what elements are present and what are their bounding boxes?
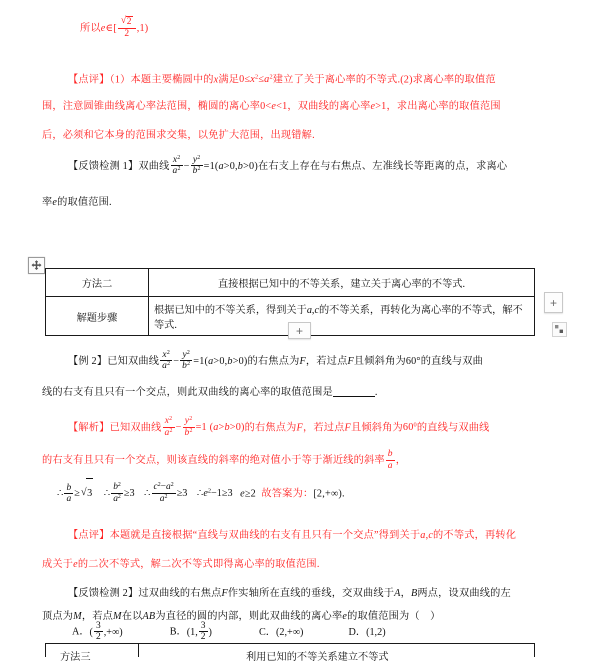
choice-D-value: (1,2) bbox=[366, 626, 386, 638]
feedback-1-line2-b: 的取值范围. bbox=[57, 197, 112, 208]
analysis-angle: $60^0$ bbox=[402, 422, 417, 434]
derivation-line bbox=[55, 477, 345, 508]
example-2-text-a: 已知双曲线 bbox=[107, 356, 160, 367]
comment-2-line-2 bbox=[42, 550, 320, 579]
derivation-step-3: ∴ $\frac{c^2-a^2}{a^2}$ ≥3 bbox=[144, 482, 188, 505]
comment-1-inequality: $0\le x^2\le a^2$ bbox=[239, 74, 273, 86]
conclusion-fraction: √ $\frac{2}{2}$ bbox=[118, 16, 136, 38]
comment-2-text-a: 本题就是直接根据 bbox=[109, 530, 193, 541]
move-icon bbox=[31, 260, 42, 271]
feedback-1-line2-a: 率 bbox=[42, 197, 53, 208]
analysis-line-1 bbox=[68, 411, 490, 442]
feedback-1-line-2 bbox=[42, 188, 112, 217]
comment-2-line2-b: 的二次不等式，解二次不等式即得离心率的取值范围. bbox=[77, 559, 320, 570]
feedback-2-line2-e: 的取值范围为（ ） bbox=[347, 611, 441, 622]
feedback-2-line2-c: 在以 bbox=[121, 611, 143, 622]
comment-2-line-1 bbox=[68, 521, 516, 550]
comment-1-e-range-2: e>1 bbox=[370, 101, 387, 112]
answer-period: . bbox=[341, 488, 345, 500]
comment-1-tag: 【点评】 bbox=[68, 74, 110, 86]
analysis-line2-a: 的右支有且只有一个交点，则该直线的斜率的绝对值小于等于渐近线的斜率 bbox=[42, 455, 385, 466]
analysis-line2-b: ， bbox=[395, 455, 407, 466]
comment-1-text-a: （1）本题主要椭圆中的 bbox=[109, 74, 214, 86]
conclusion-end: 1) bbox=[139, 23, 149, 34]
choice-B-label: B． bbox=[169, 626, 187, 638]
example-2-text-c: ，若过点 bbox=[305, 356, 348, 367]
feedback-2-tag: 【反馈检测 2】 bbox=[68, 588, 139, 599]
table-resize-handle[interactable] bbox=[552, 322, 567, 337]
table-cell-label-steps: 解题步骤 bbox=[46, 297, 149, 336]
answer-value: [2,+∞) bbox=[313, 488, 342, 500]
choice-C[interactable] bbox=[259, 623, 303, 638]
feedback-1-text-a: 双曲线 bbox=[138, 161, 170, 172]
comment-2-ac: a,c bbox=[420, 530, 434, 541]
comment-1-text-c: 建立了关于离心率的不等式. bbox=[272, 74, 401, 86]
comment-1-x: x bbox=[213, 74, 219, 86]
feedback-2-line2-b: ，若点 bbox=[81, 611, 114, 622]
comment-2-text-b: 得到关于 bbox=[378, 530, 421, 541]
analysis-text-e: 的直线与双曲线 bbox=[416, 422, 490, 434]
choice-C-label: C． bbox=[259, 626, 276, 638]
analysis-tag: 【解析】 bbox=[68, 422, 110, 434]
answer-blank bbox=[333, 396, 375, 397]
comment-1-line-2 bbox=[42, 92, 501, 121]
resize-icon bbox=[555, 325, 564, 334]
comment-2-tag: 【点评】 bbox=[68, 530, 110, 541]
choice-list bbox=[72, 621, 386, 642]
comment-1-line2-b: ，双曲线的离心率 bbox=[287, 101, 371, 112]
conclusion-var: e bbox=[100, 23, 106, 34]
feedback-2-text-c: 两点，设双曲线的左 bbox=[417, 588, 511, 599]
example-2-tag: 【例 2】 bbox=[68, 356, 108, 367]
feedback-1-formula: $\frac{x^2}{a^2}$ − $\frac{y^2}{b^2}$ =1(a>0,b>0) bbox=[172, 154, 258, 177]
conclusion-line bbox=[80, 14, 148, 43]
analysis-text-b: 的右焦点为 bbox=[244, 422, 297, 434]
add-column-button[interactable]: + bbox=[544, 292, 563, 313]
example-2-F2: F bbox=[347, 356, 354, 367]
comment-1-line2-c: ，求出离心率的取值范围 bbox=[386, 101, 501, 112]
table-cell-body-method: 直接根据已知中的不等关系，建立关于离心率的不等式. bbox=[149, 269, 535, 297]
table-cell-body-steps: 根据已知中的不等关系，得到关于a,c的不等关系，再转化为离心率的不等式，解不等式. bbox=[149, 297, 535, 336]
feedback-2-AB: AB bbox=[142, 611, 156, 622]
bottom-table-label: 方法三 bbox=[60, 652, 91, 663]
analysis-text-a: 已知双曲线 bbox=[109, 422, 162, 434]
example-2-line-1 bbox=[68, 347, 483, 376]
feedback-2-e: e bbox=[342, 611, 348, 622]
bottom-table-body: 利用已知的不等关系建立不等式 bbox=[246, 652, 389, 663]
table-row bbox=[46, 269, 535, 297]
comment-2-quote: “直线与双曲线的右支有且只有一个交点” bbox=[192, 530, 379, 541]
conclusion-bracket: [ bbox=[113, 23, 117, 34]
conclusion-comma: , bbox=[136, 23, 140, 34]
feedback-2-A: A bbox=[394, 588, 401, 599]
feedback-2-line2-a: 顶点为 bbox=[42, 611, 74, 622]
comment-1-text-b: 满足 bbox=[218, 74, 240, 86]
comment-2-e: e bbox=[73, 559, 78, 570]
choice-A[interactable] bbox=[72, 621, 123, 642]
conclusion-in: ∈ bbox=[105, 23, 114, 34]
analysis-formula: $\frac{x^2}{a^2}$ − $\frac{y^2}{b^2}$ =1 (a>b>0) bbox=[164, 416, 245, 439]
add-row-button[interactable]: + bbox=[288, 322, 311, 339]
choice-C-value: (2,+∞) bbox=[275, 626, 304, 638]
comment-2-text-c: 的不等式，再转化 bbox=[433, 530, 517, 541]
feedback-2-line2-d: 为直径的圆的内部，则此双曲线的离心率 bbox=[155, 611, 343, 622]
derivation-step-1: ∴ $\frac{b}{a}$ ≥ √ 3 bbox=[57, 488, 94, 499]
comment-1-e-range-1: 0<e<1 bbox=[260, 101, 288, 112]
derivation-step-5: e≥2 bbox=[240, 488, 256, 500]
choice-D-label: D． bbox=[348, 626, 367, 638]
derivation-step-2: ∴ $\frac{b^2}{a^2}$ ≥3 bbox=[103, 482, 135, 505]
feedback-2-M: M bbox=[73, 611, 82, 622]
feedback-1-text-b: 在右支上存在与右焦点、左准线长等距离的点，求离心 bbox=[257, 161, 508, 172]
choice-B-value: (1, $\frac{3}{2}$ ) bbox=[186, 621, 212, 643]
example-2-line-2 bbox=[42, 378, 378, 407]
choice-B[interactable] bbox=[170, 621, 212, 642]
choice-D[interactable] bbox=[349, 623, 386, 638]
feedback-2-text-b: 作实轴所在直线的垂线，交双曲线于 bbox=[227, 588, 395, 599]
feedback-1-e: e bbox=[52, 197, 58, 208]
feedback-2-comma: ， bbox=[400, 588, 411, 599]
comment-2-line2-a: 成关于 bbox=[42, 559, 74, 570]
comment-1-line2-a: 围，注意圆锥曲线离心率法范围，椭圆的离心率 bbox=[42, 101, 261, 112]
analysis-F: F bbox=[296, 422, 303, 434]
table-move-handle[interactable] bbox=[28, 257, 45, 274]
feedback-2-text-a: 过双曲线的右焦点 bbox=[138, 588, 222, 599]
bottom-table-divider bbox=[138, 644, 139, 657]
choice-A-value: ( $\frac{3}{2}$ ,+∞) bbox=[89, 621, 123, 643]
answer-label: 故答案为： bbox=[261, 488, 314, 500]
example-2-F: F bbox=[299, 356, 306, 367]
conclusion-prefix: 所以 bbox=[80, 23, 101, 34]
feedback-1-tag: 【反馈检测 1】 bbox=[68, 161, 139, 172]
derivation-step-4: $\therefore e^2-1\ge 3$ bbox=[196, 488, 233, 500]
analysis-line-2 bbox=[42, 446, 406, 475]
example-2-line2-end: . bbox=[374, 387, 378, 398]
choice-A-label: A． bbox=[72, 626, 90, 638]
comment-1-line-3: 后，必须和它本身的范围求交集，以免扩大范围，出现错解. bbox=[42, 130, 315, 141]
example-2-text-b: 的右焦点为 bbox=[247, 356, 300, 367]
comment-1-text-d: (2)求离心率的取值范 bbox=[400, 74, 496, 86]
example-2-formula: $\frac{x^2}{a^2}$ − $\frac{y^2}{b^2}$ =1(a>0,b>0) bbox=[162, 349, 248, 372]
analysis-F2: F bbox=[344, 422, 351, 434]
feedback-2-B: B bbox=[410, 588, 418, 599]
example-2-text-d: 且倾斜角为 bbox=[353, 356, 406, 367]
feedback-1-line-1 bbox=[68, 152, 507, 181]
table-cell-label-method: 方法二 bbox=[46, 269, 149, 297]
example-2-line2: 线的右支有且只有一个交点，则此双曲线的离心率的取值范围是 bbox=[42, 387, 333, 398]
analysis-text-c: ，若过点 bbox=[302, 422, 345, 434]
analysis-text-d: 且倾斜角为 bbox=[350, 422, 403, 434]
comment-1-line-1 bbox=[68, 63, 496, 94]
example-2-text-e: 的直线与双曲 bbox=[420, 356, 484, 367]
feedback-2-F: F bbox=[221, 588, 228, 599]
feedback-2-M2: M bbox=[113, 611, 122, 622]
example-2-angle: 60° bbox=[405, 356, 421, 367]
analysis-slope-fraction: $\frac{b}{a}$ bbox=[387, 449, 393, 471]
